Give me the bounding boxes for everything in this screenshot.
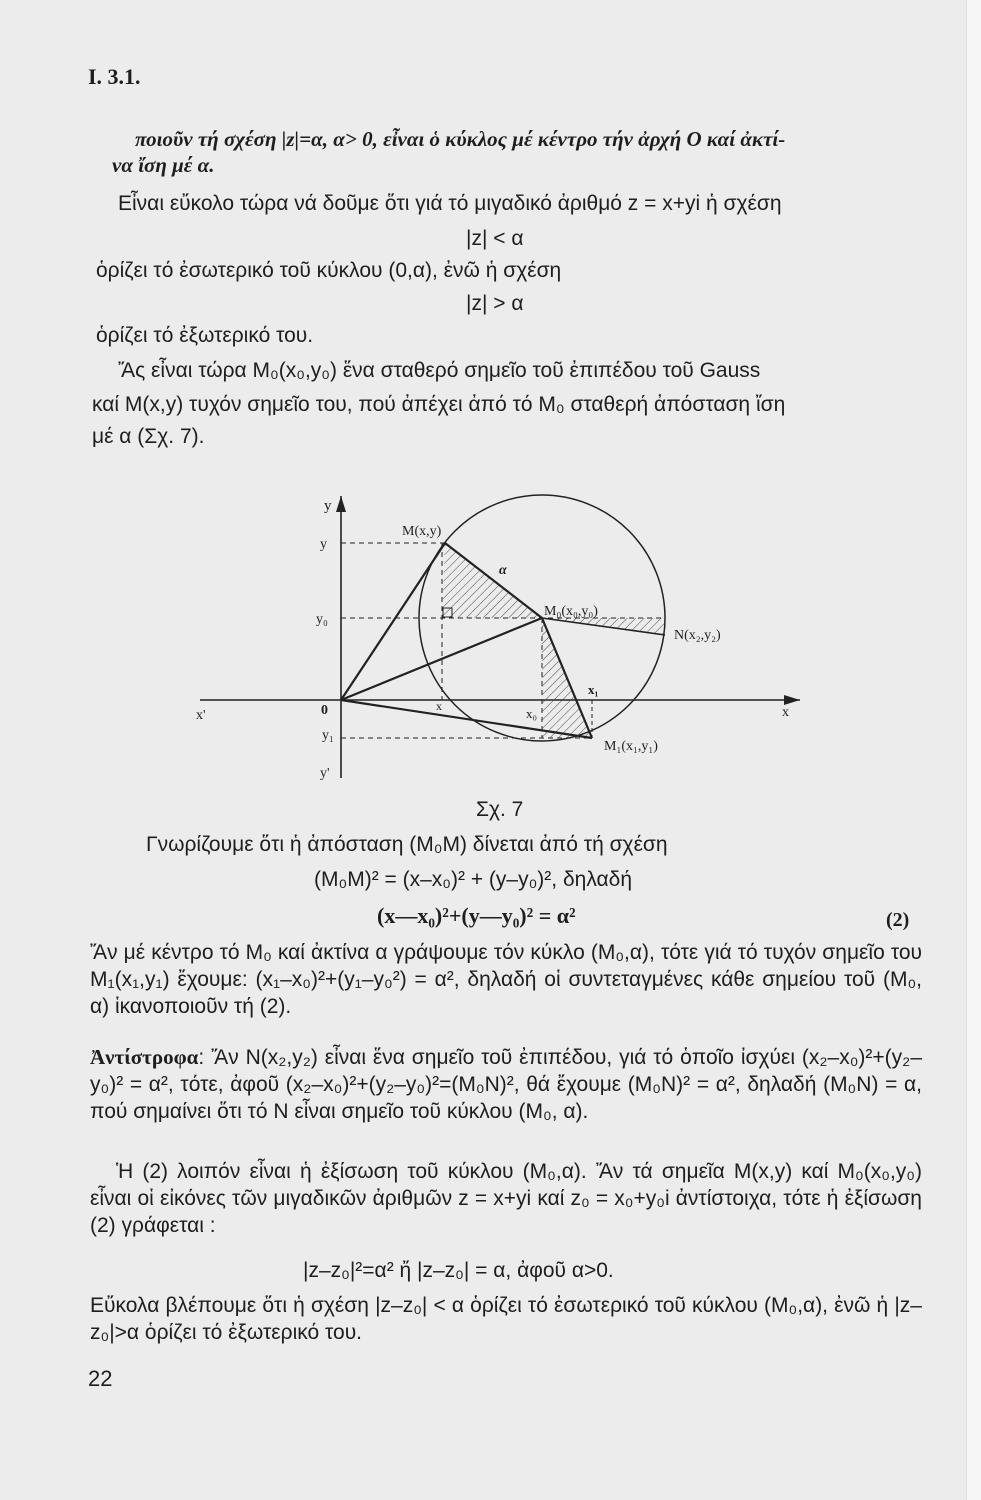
label-x-axis: x (782, 705, 789, 720)
text-line-3: Εἶναι εὔκολο τώρα νά δοῦμε ὅτι γιά τό μιγαδικό ἀριθμό z = x+yi ἡ σχέση (118, 192, 782, 215)
x-axis-arrow (784, 695, 800, 705)
text-line-9: καί Μ(x,y) τυχόν σημεῖο του, πού ἀπέχει ἀπό τό Μ₀ σταθερή ἀπόσταση ἴση (92, 393, 786, 416)
label-y-axis: y (324, 498, 332, 514)
text-line-5: ὁρίζει τό ἐσωτερικό τοῦ κύκλου (0,α), ἐνῶ ἡ σχέση (96, 259, 562, 282)
inequality-outside: |z| > α (466, 292, 524, 315)
text-line-10: μέ α (Σχ. 7). (92, 425, 205, 448)
section-number: Ι. 3.1. (88, 64, 141, 89)
equation-2-number: (2) (886, 909, 910, 931)
label-point-m: Μ(x,y) (402, 524, 442, 539)
paragraph-equation: Ἡ (2) λοιπόν εἶναι ἡ ἐξίσωση τοῦ κύκλου (Μ₀,α). Ἄν τά σημεῖα Μ(x,y) καί Μ₀(x₀,y₀) εἶναι οἱ εἰκόνες τῶν μιγαδικῶν ἀριθμῶν z = x+yi καί z₀ = x₀+y₀i ἀντίστοιχα, τότε ἡ ἐξίσωση (2) γράφεται : (90, 1160, 922, 1237)
page-number: 22 (88, 1366, 113, 1391)
text-line-12: (Μ₀Μ)² = (x–x₀)² + (y–y₀)², δηλαδή (314, 868, 633, 891)
label-tick-x1: x₁ (588, 682, 599, 697)
label-tick-y0: y₀ (316, 612, 328, 627)
label-point-n: Ν(x₂,y₂) (674, 628, 721, 643)
text-line-8: Ἄς εἶναι τώρα Μ₀(x₀,y₀) ἕνα σταθερό σημεῖο τοῦ ἐπιπέδου τοῦ Gauss (118, 359, 761, 382)
label-tick-y1: y₁ (322, 728, 334, 743)
text-line-2: να ἴση μέ α. (112, 153, 215, 177)
label-tick-y: y (320, 537, 327, 552)
text-line-13: |z–z₀|²=α² ἤ |z–z₀| = α, ἀφοῦ α>0. (303, 1259, 614, 1282)
label-origin: 0 (321, 703, 328, 718)
paragraph-interior-exterior: Εὔκολα βλέπουμε ὅτι ἡ σχέση |z–z₀| < α ὁρίζει τό ἐσωτερικό τοῦ κύκλου (Μ₀,α), ἐνῶ ἡ |z–z₀|>α ὁρίζει τό ἐξωτερικό του. (90, 1294, 922, 1344)
label-x-neg: x' (196, 708, 206, 723)
label-radius-alpha: α (499, 563, 507, 578)
figure-circle-diagram (180, 488, 820, 788)
label-y-neg: y' (320, 766, 330, 781)
paragraph-circle-points: Ἄν μέ κέντρο τό Μ₀ καί ἀκτίνα α γράψουμε τόν κύκλο (Μ₀,α), τότε γιά τό τυχόν σημεῖο του Μ₁(x₁,y₁) ἔχουμε: (x₁–x₀)²+(y₁–y₀²) = α², δηλαδή οἱ συντεταγμένες κάθε σημείου τοῦ (Μ₀, α) ἱκανοποιοῦν τή (2). (90, 941, 922, 1018)
converse-label: Ἀντίστροφα (90, 1045, 199, 1069)
y-axis-arrow (336, 496, 346, 512)
equation-2: (x—x₀)²+(y—y₀)² = α² (377, 903, 576, 928)
text-line-7: ὁρίζει τό ἐξωτερικό του. (96, 324, 314, 347)
page-edge (966, 0, 981, 1500)
converse-text: : Ἄν Ν(x₂,y₂) εἶναι ἕνα σημεῖο τοῦ ἐπιπέδου, γιά τό ὁποῖο ἰσχύει (x₂–x₀)²+(y₂–y₀)² = α², τότε, ἀφοῦ (x₂–x₀)²+(y₂–y₀)²=(Μ₀Ν)², θά ἔχουμε (Μ₀Ν)² = α², δηλαδή (Μ₀Ν) = α, πού σημαίνει ὅτι τό Ν εἶναι σημεῖο τοῦ κύκλου (Μ₀, α). (90, 1046, 922, 1123)
label-tick-x0: x₀ (526, 706, 538, 721)
text-line-1: ποιοῦν τή σχέση |z|=α, α> 0, εἶναι ὁ κύκλος μέ κέντρο τήν ἀρχή Ο καί ἀκτί- (135, 127, 786, 151)
segment-o-m (341, 543, 445, 700)
label-point-m0: Μ₀(x₀,y₀) (544, 604, 598, 619)
text-line-11: Γνωρίζουμε ὅτι ἡ ἀπόσταση (Μ₀Μ) δίνεται ἀπό τή σχέση (146, 833, 668, 856)
label-tick-x: x (436, 699, 442, 713)
figure-caption: Σχ. 7 (476, 798, 524, 821)
label-point-m1: Μ₁(x₁,y₁) (604, 739, 658, 754)
paragraph-converse (90, 1044, 922, 1125)
inequality-inside: |z| < α (466, 227, 524, 250)
